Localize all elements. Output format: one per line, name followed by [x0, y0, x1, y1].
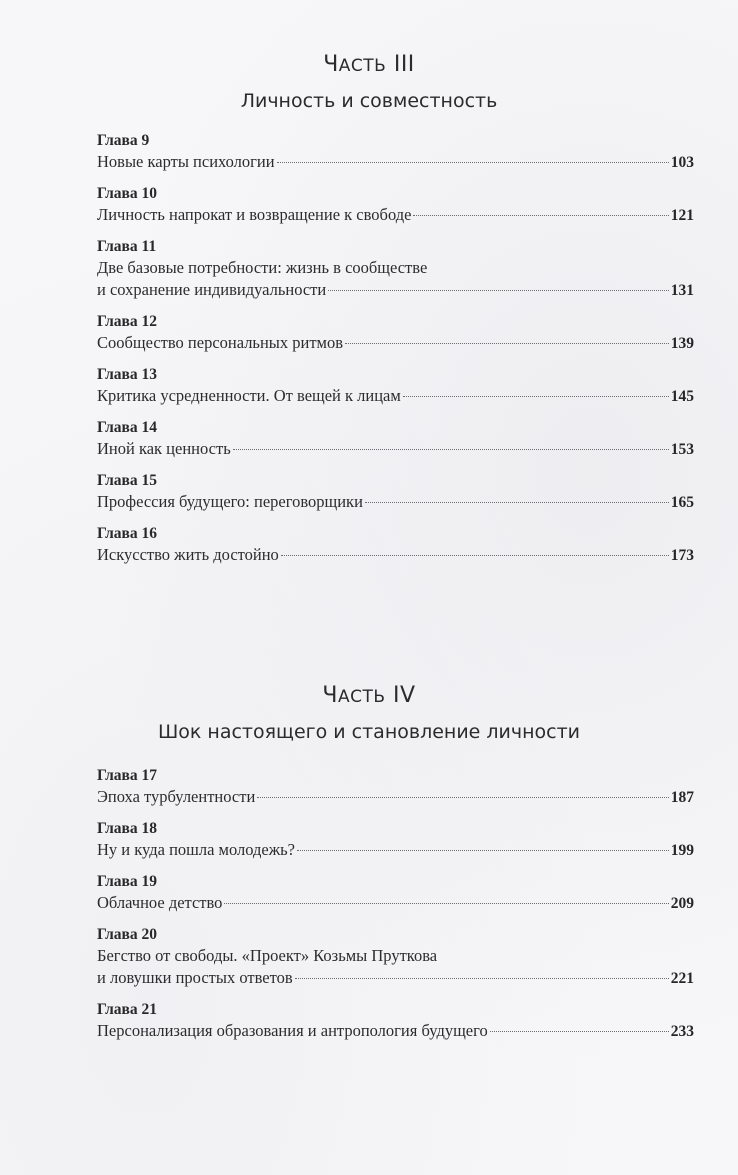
page-number: 209 [670, 895, 694, 912]
page-number: 165 [670, 494, 694, 511]
chapter-title: Искусство жить достойно [97, 545, 279, 564]
chapter-title-row [97, 544, 694, 567]
page-number: 103 [670, 154, 694, 171]
toc-entry[interactable] [97, 871, 694, 915]
part-label-initial: Ч [323, 52, 339, 77]
dot-leader [328, 290, 669, 291]
page-number: 173 [670, 547, 694, 564]
chapter-title-row [97, 279, 694, 302]
toc-entry[interactable] [97, 364, 694, 408]
chapter-title: Облачное детство [97, 893, 223, 912]
page-number: 187 [670, 789, 694, 806]
chapter-title-row [97, 967, 694, 990]
page-number: 131 [670, 282, 694, 299]
chapter-label: Глава 13 [97, 366, 158, 383]
dot-leader [233, 449, 669, 450]
part-label [0, 683, 738, 710]
page-number: 121 [670, 207, 694, 224]
chapter-title: Персонализация образования и антропология будущего [97, 1021, 488, 1040]
toc-entry[interactable] [97, 765, 694, 809]
chapter-title-row [97, 385, 694, 408]
chapter-title: Профессия будущего: переговорщики [97, 492, 363, 511]
chapter-title: Эпоха турбулентности [97, 787, 256, 806]
chapter-label: Глава 12 [97, 313, 158, 330]
chapter-label: Глава 21 [97, 1001, 158, 1018]
page-number: 145 [670, 388, 694, 405]
toc-entry[interactable] [97, 470, 694, 514]
part-label-initial: Ч [322, 683, 338, 708]
chapter-title: Ну и куда пошла молодежь? [97, 840, 295, 859]
chapter-title: Критика усредненности. От вещей к лицам [97, 386, 401, 405]
part-numeral: IV [393, 683, 416, 708]
toc-list [97, 765, 694, 1052]
page-number: 221 [670, 970, 694, 987]
page-number: 199 [670, 842, 694, 859]
chapter-label: Глава 18 [97, 820, 158, 837]
dot-leader [281, 555, 669, 556]
page-number: 153 [670, 441, 694, 458]
chapter-title: Сообщество персональных ритмов [97, 333, 344, 352]
toc-entry[interactable] [97, 999, 694, 1043]
dot-leader [345, 343, 669, 344]
chapter-label: Глава 11 [97, 238, 157, 255]
chapter-title-row [97, 438, 694, 461]
toc-entry[interactable] [97, 311, 694, 355]
chapter-label: Глава 10 [97, 185, 158, 202]
chapter-title-row [97, 839, 694, 862]
toc-entry[interactable] [97, 924, 694, 990]
chapter-label: Глава 17 [97, 767, 158, 784]
chapter-label: Глава 20 [97, 926, 158, 943]
dot-leader [224, 903, 668, 904]
dot-leader [365, 502, 669, 503]
page-number: 233 [670, 1023, 694, 1040]
chapter-title-row [97, 892, 694, 915]
chapter-label: Глава 19 [97, 873, 158, 890]
part-heading [0, 52, 738, 114]
part-label [0, 52, 738, 79]
part-title: Личность и совместность [240, 90, 498, 112]
part-numeral: III [393, 52, 415, 77]
chapter-label: Глава 14 [97, 419, 158, 436]
chapter-title-row [97, 491, 694, 514]
toc-entry[interactable] [97, 818, 694, 862]
toc-entry[interactable] [97, 183, 694, 227]
chapter-title-row [97, 151, 694, 174]
chapter-title-row [97, 1020, 694, 1043]
chapter-title: Иной как ценность [97, 439, 231, 458]
chapter-title-line: Бегство от свободы. «Проект» Козьмы Пруткова [97, 946, 438, 965]
chapter-label: Глава 9 [97, 132, 150, 149]
chapter-label: Глава 16 [97, 525, 158, 542]
dot-leader [295, 978, 669, 979]
part-heading [0, 683, 738, 745]
chapter-title-row [97, 332, 694, 355]
dot-leader [277, 162, 669, 163]
part-label-smallcaps: АСТЬ [338, 687, 386, 707]
toc-entry[interactable] [97, 523, 694, 567]
toc-entry[interactable] [97, 236, 694, 302]
chapter-label: Глава 15 [97, 472, 158, 489]
chapter-title: и ловушки простых ответов [97, 968, 293, 987]
dot-leader [257, 797, 668, 798]
chapter-title: Личность напрокат и возвращение к свободе [97, 205, 412, 224]
part-title: Шок настоящего и становление личности [157, 721, 581, 743]
chapter-title-row [97, 786, 694, 809]
chapter-title-row [97, 204, 694, 227]
toc-entry[interactable] [97, 417, 694, 461]
toc-entry[interactable] [97, 130, 694, 174]
part-label-smallcaps: АСТЬ [338, 56, 387, 76]
chapter-title-line: Две базовые потребности: жизнь в сообществе [97, 258, 428, 277]
toc-list [97, 130, 694, 576]
chapter-title: и сохранение индивидуальности [97, 280, 327, 299]
dot-leader [490, 1031, 669, 1032]
dot-leader [297, 850, 669, 851]
dot-leader [403, 396, 669, 397]
chapter-title: Новые карты психологии [97, 152, 275, 171]
page-number: 139 [670, 335, 694, 352]
dot-leader [413, 215, 668, 216]
